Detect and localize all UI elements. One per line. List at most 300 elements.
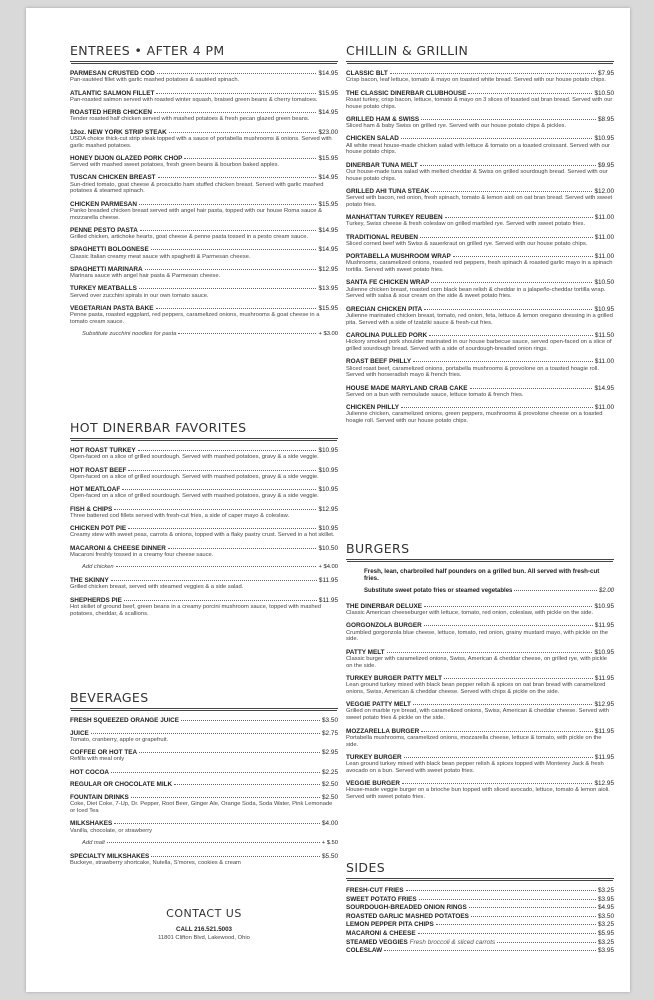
beverages-list <box>70 717 338 867</box>
menu-item-price: $10.95 <box>318 447 338 454</box>
menu-item-row <box>346 622 614 629</box>
burgers-intro: Fresh, lean, charbroiled half pounders on a grilled bun. All served with fresh-cut fries. <box>364 568 600 583</box>
leader-dots <box>114 509 316 510</box>
menu-item-row <box>346 332 614 339</box>
leader-dots <box>471 916 596 917</box>
menu-item <box>346 603 614 617</box>
menu-item-row <box>346 921 614 928</box>
menu-item-row <box>70 129 338 136</box>
menu-item <box>70 90 338 104</box>
menu-item-price: $10.95 <box>594 305 614 313</box>
menu-item-row <box>346 701 614 708</box>
menu-item-price: $14.95 <box>318 246 338 254</box>
leader-dots <box>468 93 592 94</box>
leader-dots <box>421 731 593 732</box>
menu-note <box>70 331 338 338</box>
menu-item-name: CHICKEN PHILLY <box>346 404 400 412</box>
menu-item-name: MACARONI & CHEESE DINNER <box>70 544 166 552</box>
menu-item <box>346 306 614 327</box>
menu-item-row <box>346 896 614 903</box>
menu-item-description: Portabella mushrooms, caramelized onions, mozzarella cheese, lettuce & tomato, with pickle on the side. <box>346 734 602 748</box>
leader-dots <box>169 132 317 133</box>
menu-item <box>346 358 614 379</box>
leader-dots <box>114 823 320 824</box>
menu-item-name: GRECIAN CHICKEN PITA <box>346 305 423 313</box>
menu-item-name: HOT ROAST TURKEY <box>70 447 136 454</box>
leader-dots <box>401 407 593 408</box>
menu-item-name: FRESH SQUEEZED ORANGE JUICE <box>70 717 180 724</box>
menu-item <box>70 246 338 260</box>
menu-item-name: TRADITIONAL REUBEN <box>346 233 418 241</box>
menu-item-description: Open-faced on a slice of grilled sourdough. Served with mashed potatoes, gravy & a side veggie. <box>70 473 319 480</box>
menu-item-row <box>70 486 338 493</box>
leader-dots <box>387 652 593 653</box>
menu-item <box>346 253 614 274</box>
menu-item-description: Served with mashed sweet potatoes, fresh green beans & bourbon baked apples. <box>70 162 280 168</box>
menu-item <box>70 769 338 776</box>
menu-item-row <box>70 109 338 116</box>
menu-item-description: Crisp bacon, leaf lettuce, tomato & mayo on toasted white bread. Served with our house potato chips. <box>346 77 607 84</box>
menu-item-row <box>70 174 338 181</box>
menu-item-price: $11.95 <box>318 596 338 604</box>
menu-item-row <box>346 279 614 286</box>
menu-item-name: ATLANTIC SALMON FILLET <box>70 89 155 97</box>
menu-item-description: Julienne chicken, caramelized onions, green peppers, mushrooms & provolone cheese on a toasted hoagie roll. Served with our house potato chips. <box>346 411 603 425</box>
section-title: CHILLIN & GRILLIN <box>346 43 614 62</box>
leader-dots <box>470 388 593 389</box>
menu-item <box>70 577 338 591</box>
menu-item-description: Sun-dried tomato, goat cheese & prosciutto ham stuffed chicken breast. Served with garlic mashed potatoes & steamed spinach. <box>70 181 324 195</box>
menu-item-name: PARMESAN CRUSTED COD <box>70 70 155 77</box>
leader-dots <box>444 678 593 679</box>
menu-item-price: $12.95 <box>318 505 338 513</box>
menu-item-name: COLESLAW <box>346 947 383 955</box>
section-title: BEVERAGES <box>70 690 338 709</box>
leader-dots <box>138 450 317 451</box>
menu-item-price: $11.95 <box>594 753 614 761</box>
menu-item-price: $15.95 <box>318 89 338 97</box>
leader-dots <box>431 282 592 283</box>
menu-item-description: Tender roasted half chicken served with mashed potatoes & fresh pecan glazed green beans. <box>70 116 310 123</box>
menu-item-row <box>346 603 614 610</box>
menu-item-row <box>70 730 338 737</box>
menu-item <box>346 135 614 156</box>
menu-note-text: Add chicken <box>82 564 114 570</box>
leader-dots <box>158 177 317 178</box>
leader-dots <box>420 237 593 238</box>
leader-dots <box>497 942 596 943</box>
menu-item <box>70 794 338 815</box>
menu-item-description: Grilled chicken breast, served with steamed veggies & a side salad. <box>70 584 244 591</box>
menu-item <box>346 279 614 300</box>
menu-item-price: $23.00 <box>318 128 338 136</box>
menu-item-name: HOT COCOA <box>70 768 110 776</box>
menu-item-price: $8.95 <box>598 115 614 123</box>
menu-item-description: Hot skillet of ground beef, green beans in a creamy porcini mushroom sauce, topped with mashed potatoes, cheddar, & scallions. <box>70 603 322 617</box>
menu-item <box>346 921 614 928</box>
menu-item <box>70 70 338 84</box>
menu-item-size: 12oz. <box>70 128 86 136</box>
menu-item-row <box>346 358 614 365</box>
entrees-list <box>70 70 338 338</box>
menu-item <box>346 887 614 894</box>
menu-item-name: THE SKINNY <box>70 577 109 584</box>
menu-item-row <box>346 947 614 954</box>
menu-item-row <box>346 162 614 169</box>
menu-item-row <box>346 887 614 894</box>
menu-page <box>26 8 630 992</box>
leader-dots <box>421 119 596 120</box>
menu-item-name: HONEY DIJON GLAZED PORK CHOP <box>70 154 183 162</box>
menu-item-name: MACARONI & CHEESE <box>346 929 416 937</box>
menu-item-name: HOT MEATLOAF <box>70 486 121 493</box>
menu-item <box>346 896 614 903</box>
menu-item-description: Classic American cheeseburger with lettuce, tomato, red onion, coleslaw, with pickle on the side. <box>346 610 594 617</box>
menu-item-description: Served over zucchini spirals in our own tomato sauce. <box>70 292 209 299</box>
leader-dots <box>156 93 316 94</box>
menu-item-row <box>346 135 614 142</box>
menu-item-name: GRILLED AHI TUNA STEAK <box>346 187 430 195</box>
menu-item-description: Pan-sautéed fillet with garlic mashed potatoes & sautéed spinach. <box>70 77 240 84</box>
menu-item-price: $9.95 <box>598 161 614 169</box>
menu-item-price: $3.95 <box>598 895 614 903</box>
menu-item <box>346 234 614 248</box>
menu-item <box>70 305 338 326</box>
menu-item-price: $11.95 <box>594 622 614 630</box>
menu-item-row <box>346 649 614 656</box>
menu-item-description: Buckeye, strawberry shortcake, Nutella, S'mores, cookies & cream <box>70 860 241 867</box>
menu-item-price: $10.95 <box>594 648 614 656</box>
menu-item-name: SPAGHETTI BOLOGNESE <box>70 246 149 254</box>
section-entrees <box>70 43 338 344</box>
menu-item <box>346 649 614 670</box>
menu-item-row <box>346 675 614 682</box>
contact-address: 11801 Clifton Blvd, Lakewood, Ohio <box>158 935 250 941</box>
menu-item-name: TUSCAN CHICKEN BREAST <box>70 174 156 182</box>
menu-item-price: $10.50 <box>594 279 614 287</box>
menu-item-description: Refills with meal only <box>70 756 125 763</box>
contact-phone[interactable]: CALL 216.521.5003 <box>176 926 232 933</box>
leader-dots <box>429 335 593 336</box>
leader-dots <box>390 73 596 74</box>
menu-item <box>70 109 338 123</box>
menu-item-row <box>346 306 614 313</box>
menu-item-row <box>346 728 614 735</box>
menu-item-name: TURKEY BURGER PATTY MELT <box>346 674 442 682</box>
section-title: ENTREES • AFTER 4 PM <box>70 43 338 62</box>
menu-item-name: CLASSIC BLT <box>346 70 388 77</box>
menu-item-price: $11.95 <box>594 674 614 682</box>
menu-note-price: + $.50 <box>321 839 338 846</box>
menu-item-name: TURKEY MEATBALLS <box>70 285 137 293</box>
menu-item-price: $15.95 <box>318 154 338 162</box>
menu-item-description: Sliced ham & baby Swiss on grilled rye. Served with our house potato chips & pickles. <box>346 123 567 129</box>
leader-dots <box>181 720 320 721</box>
leader-dots <box>128 528 316 529</box>
menu-item-row <box>346 70 614 77</box>
menu-item-name: SPECIALTY MILKSHAKES <box>70 852 150 860</box>
menu-item <box>346 930 614 937</box>
menu-item <box>346 728 614 749</box>
menu-item-price: $3.25 <box>598 938 614 946</box>
menu-item-row <box>346 253 614 260</box>
menu-item-description: Three battered cod fillets served with fresh-cut fries, a side of caper mayo & coleslaw. <box>70 512 290 519</box>
menu-item <box>70 749 338 763</box>
menu-item <box>70 486 338 500</box>
menu-item-name: GORGONZOLA BURGER <box>346 622 422 630</box>
menu-item-row <box>346 939 614 946</box>
menu-item <box>70 227 338 241</box>
menu-item-price: $4.95 <box>598 904 614 912</box>
menu-item-row <box>346 385 614 392</box>
menu-item <box>346 70 614 84</box>
menu-item-description: Grilled on marble rye bread, with caramelized onions, Swiss, American & cheddar cheese. Served with sweet potato fries & pickle on the side. <box>346 708 609 722</box>
menu-item <box>70 820 338 834</box>
menu-item-price: $14.95 <box>594 384 614 392</box>
menu-item-name: SWEET POTATO FRIES <box>346 895 417 903</box>
menu-item-name: CAROLINA PULLED PORK <box>346 332 428 340</box>
section-title: BURGERS <box>346 541 614 560</box>
leader-dots <box>91 733 320 734</box>
sides-list <box>346 887 614 954</box>
leader-dots <box>406 890 596 891</box>
menu-item-row <box>70 246 338 253</box>
menu-item-row <box>70 266 338 273</box>
menu-item-name: CHICKEN SALAD <box>346 135 399 143</box>
menu-item-row <box>346 214 614 221</box>
menu-item-name: PENNE PESTO PASTA <box>70 226 138 234</box>
menu-item-row <box>70 577 338 584</box>
menu-item-row <box>70 285 338 292</box>
section-hot-favorites <box>70 420 338 623</box>
leader-dots <box>402 783 592 784</box>
menu-item-description: Crumbled gorgonzola blue cheese, lettuce, tomato, red onion, grainy mustard mayo, with pickle on the side. <box>346 629 608 643</box>
section-burgers <box>346 541 614 806</box>
menu-item-description: Our house-made tuna salad with melted cheddar & Swiss on grilled sourdough bread. Served with our house potato chips. <box>346 168 608 182</box>
menu-item-price: $3.50 <box>322 717 338 724</box>
section-beverages <box>70 690 338 872</box>
menu-item <box>346 780 614 801</box>
leader-dots <box>413 704 593 705</box>
menu-item <box>346 214 614 228</box>
menu-item-row <box>346 188 614 195</box>
menu-note-price: + $3.00 <box>318 331 338 338</box>
contact-title: CONTACT US <box>166 907 242 920</box>
menu-item-price: $7.95 <box>598 70 614 77</box>
menu-item <box>346 947 614 954</box>
menu-item-price: $10.95 <box>594 135 614 143</box>
menu-item-name: THE DINERBAR DELUXE <box>346 602 422 610</box>
menu-item-description: Sliced corned beef with Swiss & sauerkraut on grilled rye. Served with our house potato chips. <box>346 240 588 247</box>
menu-item-name: ROAST BEEF PHILLY <box>346 358 412 366</box>
menu-item-name: TURKEY BURGER <box>346 753 402 761</box>
menu-item-row <box>346 913 614 920</box>
menu-item-name: GRILLED HAM & SWISS <box>346 115 420 123</box>
menu-item <box>346 904 614 911</box>
menu-item-price: $2.95 <box>322 749 338 757</box>
menu-item-name: LEMON PEPPER PITA CHIPS <box>346 921 434 929</box>
menu-item-name: REGULAR OR CHOCOLATE MILK <box>70 781 173 789</box>
menu-item-description: Penne pasta, roasted eggplant, red peppers, caramelized onions, mushrooms & goat cheese in a tomato cream sauce. <box>70 312 320 325</box>
burgers-substitute-text: Substitute sweet potato fries or steamed vegetables <box>364 587 513 594</box>
leader-dots <box>111 772 320 773</box>
menu-item-description: Served on a bun with remoulade sauce, lettuce tomato & french fries. <box>346 391 524 398</box>
leader-dots <box>124 600 317 601</box>
menu-item-name: FOUNTAIN DRINKS <box>70 794 129 802</box>
menu-item-price: $2.25 <box>322 768 338 776</box>
menu-item <box>346 188 614 209</box>
menu-item-name: COFFEE OR HOT TEA <box>70 749 138 757</box>
leader-dots <box>139 752 320 753</box>
menu-item-name: DINERBAR TUNA MELT <box>346 161 418 169</box>
menu-item-name: CHICKEN POT PIE <box>70 525 127 532</box>
leader-dots <box>151 856 320 857</box>
leader-dots <box>140 230 317 231</box>
menu-item-name: JUICE <box>70 729 89 737</box>
leader-dots <box>469 907 596 908</box>
leader-dots <box>436 924 596 925</box>
menu-item-name: VEGGIE BURGER <box>346 780 400 788</box>
menu-item-row <box>70 545 338 552</box>
menu-item-price: $13.95 <box>318 285 338 293</box>
menu-item-name: FRESH-CUT FRIES <box>346 887 404 894</box>
menu-item-description: Open-faced on a slice of grilled sourdough. Served with mashed potatoes, gravy & a side veggie. <box>70 454 319 461</box>
menu-item-name: PATTY MELT <box>346 648 385 656</box>
menu-item-row <box>346 904 614 911</box>
menu-item-row <box>70 467 338 474</box>
menu-item-row <box>70 305 338 312</box>
menu-item-description: Sliced roast beef, caramelized onions, portabella mushrooms & provolone on a toasted hoagie roll. Served with horseradish mayo & french fries. <box>346 365 599 379</box>
menu-item-description: Classic burger with caramelized onions, Swiss, American & cheddar cheese, on grilled rye, with pickle on the side. <box>346 655 607 669</box>
menu-item-name: FISH & CHIPS <box>70 505 113 513</box>
leader-dots <box>139 288 317 289</box>
menu-item-price: $14.95 <box>318 109 338 116</box>
menu-item-row <box>70 794 338 801</box>
menu-item <box>346 332 614 353</box>
leader-dots <box>131 797 320 798</box>
menu-item-price: $3.25 <box>598 887 614 894</box>
menu-item <box>70 285 338 299</box>
contact-block <box>70 907 338 941</box>
leader-dots <box>514 590 597 591</box>
menu-item <box>346 162 614 183</box>
menu-item-description: Macaroni freshly tossed in a creamy four cheese sauce. <box>70 551 214 558</box>
leader-dots <box>157 73 317 74</box>
menu-item-row <box>70 447 338 454</box>
menu-item-price: $14.95 <box>318 70 338 77</box>
menu-item-price: $10.95 <box>318 486 338 493</box>
menu-item-row <box>346 404 614 411</box>
menu-item-note: Fresh broccoli & sliced carrots <box>409 938 496 946</box>
leader-dots <box>404 757 593 758</box>
menu-item <box>70 467 338 481</box>
menu-item-name: THE CLASSIC DINERBAR CLUBHOUSE <box>346 89 467 97</box>
menu-note-text: Add malt <box>82 839 105 846</box>
menu-item-price: $10.95 <box>318 525 338 532</box>
menu-item-row <box>346 754 614 761</box>
menu-item <box>346 385 614 399</box>
menu-item-row <box>70 90 338 97</box>
burgers-list <box>346 603 614 801</box>
menu-item <box>346 701 614 722</box>
menu-item-row <box>346 780 614 787</box>
menu-item-name: MOZZARELLA BURGER <box>346 727 420 735</box>
menu-item-description: Julienne chicken breast, roasted corn black bean relish & cheddar in a jalapeño-cheddar tortilla wrap. Served with salsa & sour cream on the side & sweet potato fries. <box>346 286 606 300</box>
menu-item-price: $2.50 <box>322 794 338 802</box>
menu-item <box>346 675 614 696</box>
leader-dots <box>445 217 593 218</box>
menu-item-name: PORTABELLA MUSHROOM WRAP <box>346 253 451 261</box>
menu-item-price: $5.50 <box>322 852 338 860</box>
leader-dots <box>154 112 316 113</box>
menu-item-description: Vanilla, chocolate, or strawberry <box>70 827 153 834</box>
leader-dots <box>178 333 316 334</box>
menu-item-row <box>346 930 614 937</box>
menu-item <box>70 730 338 744</box>
menu-item-name: MILKSHAKES <box>70 820 113 828</box>
menu-item-price: $3.50 <box>598 912 614 920</box>
menu-item-price: $12.00 <box>594 187 614 195</box>
leader-dots <box>420 165 596 166</box>
leader-dots <box>107 842 320 843</box>
menu-item-name: HOUSE MADE MARYLAND CRAB CAKE <box>346 384 468 392</box>
menu-item-description: Mushrooms, caramelized onions, roasted red peppers, fresh spinach & roasted garlic mayo in a spinach tortilla. Served with sweet potato fries. <box>346 260 613 274</box>
menu-item-description: Lean ground turkey mixed with black bean pepper relish & spices topped with Monterey Jack & fresh avocado on a bun. Served with sweet potato fries. <box>346 761 604 774</box>
menu-item <box>346 913 614 920</box>
menu-item-name: ROASTED GARLIC MASHED POTATOES <box>346 912 469 920</box>
burgers-substitute-price: $2.00 <box>598 587 614 594</box>
leader-dots <box>156 308 317 309</box>
menu-note-price: + $4.00 <box>318 564 338 570</box>
menu-item-description: Panko breaded chicken breast served with angel hair pasta, topped with our house Roma sauce & mozzarella cheese. <box>70 207 322 221</box>
menu-item-row <box>346 116 614 123</box>
leader-dots <box>424 625 593 626</box>
menu-item <box>70 597 338 618</box>
leader-dots <box>168 548 317 549</box>
menu-item-row <box>70 201 338 208</box>
menu-item-name: MANHATTAN TURKEY REUBEN <box>346 214 443 222</box>
leader-dots <box>418 933 596 934</box>
menu-item-description: Classic Italian creamy meat sauce with spaghetti & Parmesan cheese. <box>70 253 251 260</box>
menu-item-name: ROASTED HERB CHICKEN <box>70 109 153 116</box>
menu-item-price: $14.95 <box>318 174 338 182</box>
favorites-list <box>70 447 338 617</box>
menu-item <box>70 853 338 867</box>
menu-item <box>70 545 338 559</box>
menu-item-row <box>70 155 338 162</box>
menu-item-description: Grilled chicken, artichoke hearts, goat cheese & penne pasta tossed in a pesto cream sauce. <box>70 234 309 241</box>
menu-note <box>70 564 338 571</box>
menu-item <box>70 155 338 169</box>
menu-item-price: $15.95 <box>318 200 338 208</box>
menu-item-row <box>70 525 338 532</box>
menu-item-description: Served with bacon, red onion, fresh spinach, tomato & lemon aioli on oat bran bread. Served with sweet potato fries. <box>346 195 613 208</box>
menu-item-name: SANTA FE CHICKEN WRAP <box>346 279 430 287</box>
menu-item-row <box>70 853 338 860</box>
menu-item <box>346 754 614 775</box>
menu-item-name: SOURDOUGH-BREADED ONION RINGS <box>346 904 467 912</box>
section-chillin-grillin <box>346 43 614 430</box>
menu-item-name: VEGGIE PATTY MELT <box>346 701 411 709</box>
menu-item-row <box>70 781 338 788</box>
menu-item <box>70 129 338 150</box>
menu-item-price: $11.95 <box>594 727 614 735</box>
menu-item-name: SHEPHERDS PIE <box>70 596 122 604</box>
menu-item <box>70 201 338 222</box>
menu-item-row <box>70 717 338 724</box>
leader-dots <box>384 950 596 951</box>
menu-item-description: Pan-roasted salmon served with roasted winter squash, braised green beans & cherry tomatoes. <box>70 96 318 103</box>
